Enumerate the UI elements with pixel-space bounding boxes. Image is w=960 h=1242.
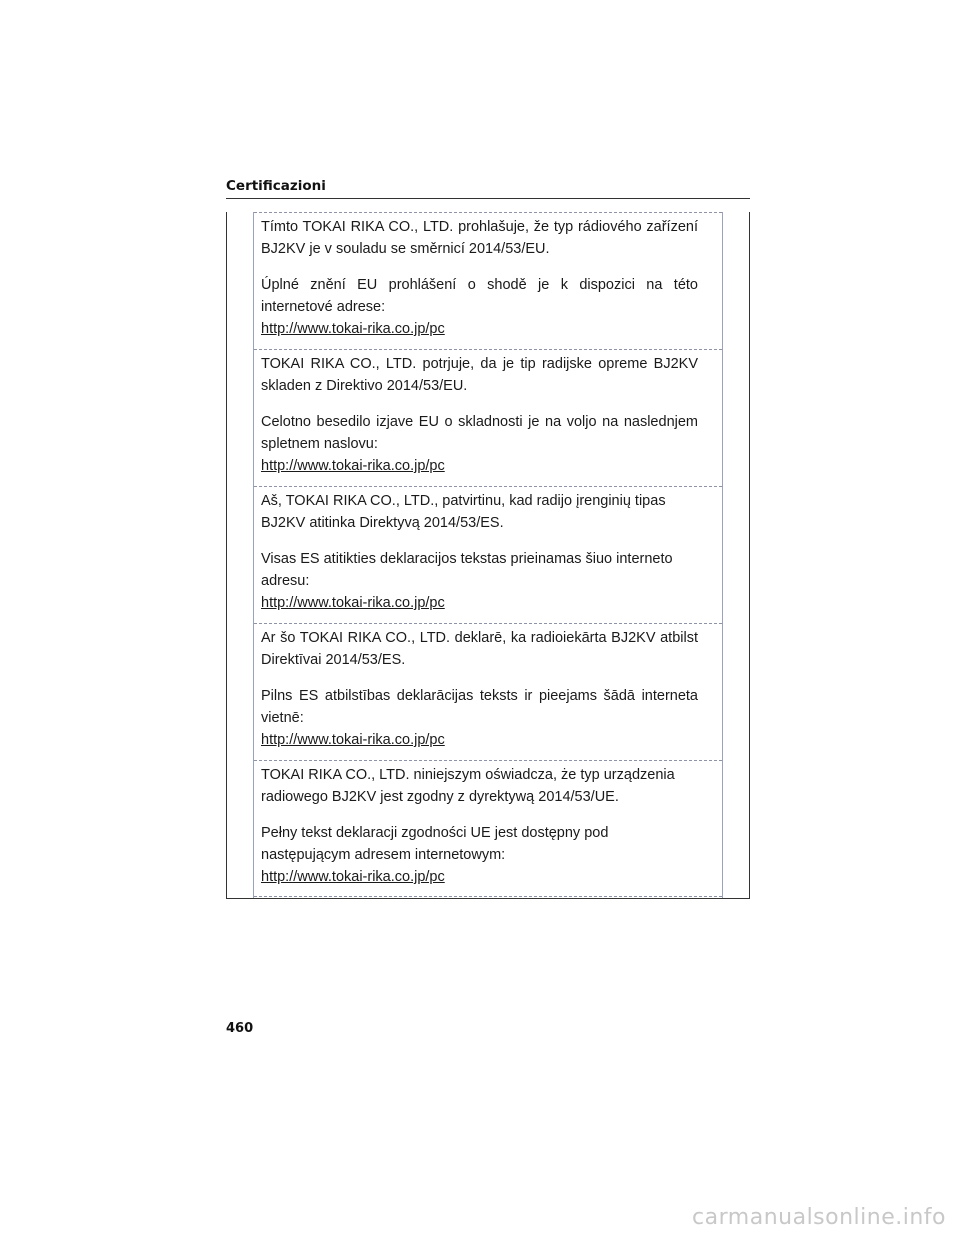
declaration-statement: TOKAI RIKA CO., LTD. niniejszym oświadcza, że typ urządzenia radiowego BJ2KV jest zgodny z dyrektywą 2014/53/UE. (261, 767, 675, 805)
title-divider (226, 198, 750, 199)
declaration-latvian (254, 623, 722, 760)
declaration-statement: Tímto TOKAI RIKA CO., LTD. prohlašuje, že typ rádiového zařízení BJ2KV je v souladu se směrnicí 2014/53/EU. (261, 219, 698, 257)
declaration-url-link[interactable]: http://www.tokai-rika.co.jp/pc (261, 732, 445, 748)
declaration-polish (254, 760, 722, 897)
declaration-url-link[interactable]: http://www.tokai-rika.co.jp/pc (261, 458, 445, 474)
declarations-column (253, 212, 723, 898)
declaration-url-link[interactable]: http://www.tokai-rika.co.jp/pc (261, 595, 445, 611)
declaration-statement: TOKAI RIKA CO., LTD. potrjuje, da je tip radijske opreme BJ2KV skladen z Direktivo 2014/53/EU. (261, 356, 698, 394)
declaration-lithuanian (254, 486, 722, 623)
declaration-availability: Úplné znění EU prohlášení o shodě je k dispozici na této internetové adrese: (261, 277, 698, 315)
watermark: carmanualsonline.info (692, 1205, 946, 1230)
declaration-url-link[interactable]: http://www.tokai-rika.co.jp/pc (261, 869, 445, 885)
declaration-availability: Pilns ES atbilstības deklarācijas teksts ir pieejams šādā interneta vietnē: (261, 688, 698, 726)
declaration-availability: Pełny tekst deklaracji zgodności UE jest dostępny pod następującym adresem internetowym: (261, 825, 609, 863)
page-number: 460 (226, 1021, 254, 1036)
declaration-statement: Aš, TOKAI RIKA CO., LTD., patvirtinu, kad radijo įrenginių tipas BJ2KV atitinka Direktyvą 2014/53/ES. (261, 493, 666, 531)
declarations-frame (226, 212, 750, 899)
declaration-slovenian (254, 349, 722, 486)
declaration-availability: Visas ES atitikties deklaracijos tekstas prieinamas šiuo interneto adresu: (261, 551, 673, 589)
declaration-statement: Ar šo TOKAI RIKA CO., LTD. deklarē, ka radioiekārta BJ2KV atbilst Direktīvai 2014/53/ES. (261, 630, 698, 668)
declaration-availability: Celotno besedilo izjave EU o skladnosti je na voljo na naslednjem spletnem naslovu: (261, 414, 698, 452)
declaration-czech (254, 212, 722, 349)
section-title: Certificazioni (226, 178, 326, 194)
declaration-url-link[interactable]: http://www.tokai-rika.co.jp/pc (261, 321, 445, 337)
